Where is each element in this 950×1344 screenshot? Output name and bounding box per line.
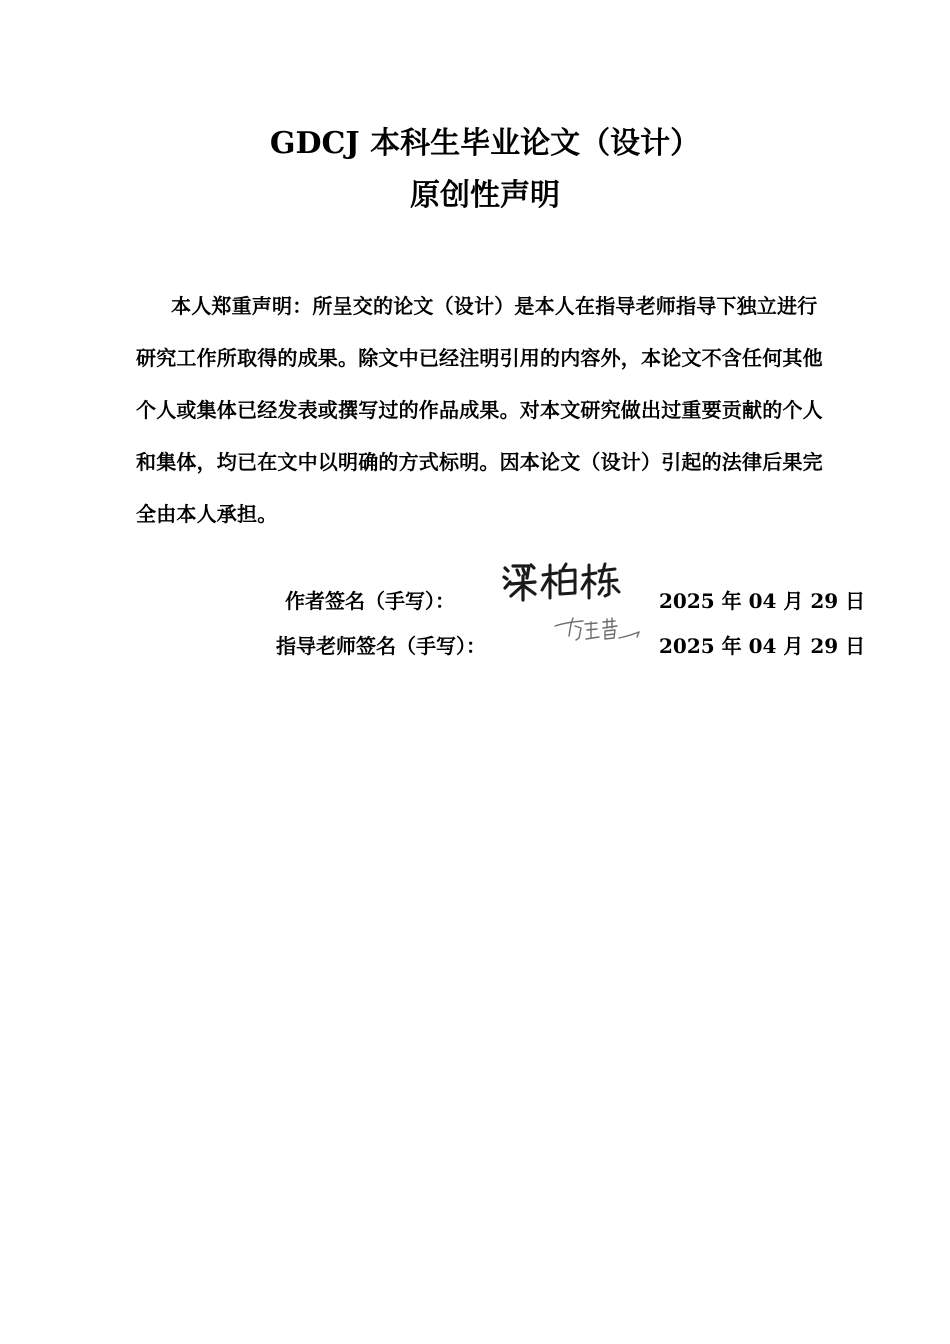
advisor-signature-row bbox=[0, 622, 950, 662]
declaration-statement: 本人郑重声明：所呈交的论文（设计）是本人在指导老师指导下独立进行研究工作所取得的成果。除文中已经注明引用的内容外，本论文不含任何其他个人或集体已经发表或撰写过的作品成果。对本文研究做出过重要贡献的个人和集体，均已在文中以明确的方式标明。因本论文（设计）引起的法律后果完全由本人承担。 bbox=[136, 294, 823, 526]
advisor-signature-label: 指导老师签名（手写）： bbox=[276, 634, 486, 658]
author-signature-label: 作者签名（手写）： bbox=[285, 589, 455, 613]
author-signature-date: 2025 年 04 月 29 日 bbox=[659, 589, 866, 613]
declaration-subtitle: 原创性声明 bbox=[410, 178, 560, 213]
author-handwritten-signature bbox=[499, 558, 624, 608]
advisor-handwritten-signature bbox=[553, 614, 645, 648]
advisor-signature-date: 2025 年 04 月 29 日 bbox=[659, 634, 866, 658]
author-signature-row bbox=[0, 577, 950, 617]
declaration-title: GDCJ 本科生毕业论文（设计） bbox=[269, 126, 701, 161]
